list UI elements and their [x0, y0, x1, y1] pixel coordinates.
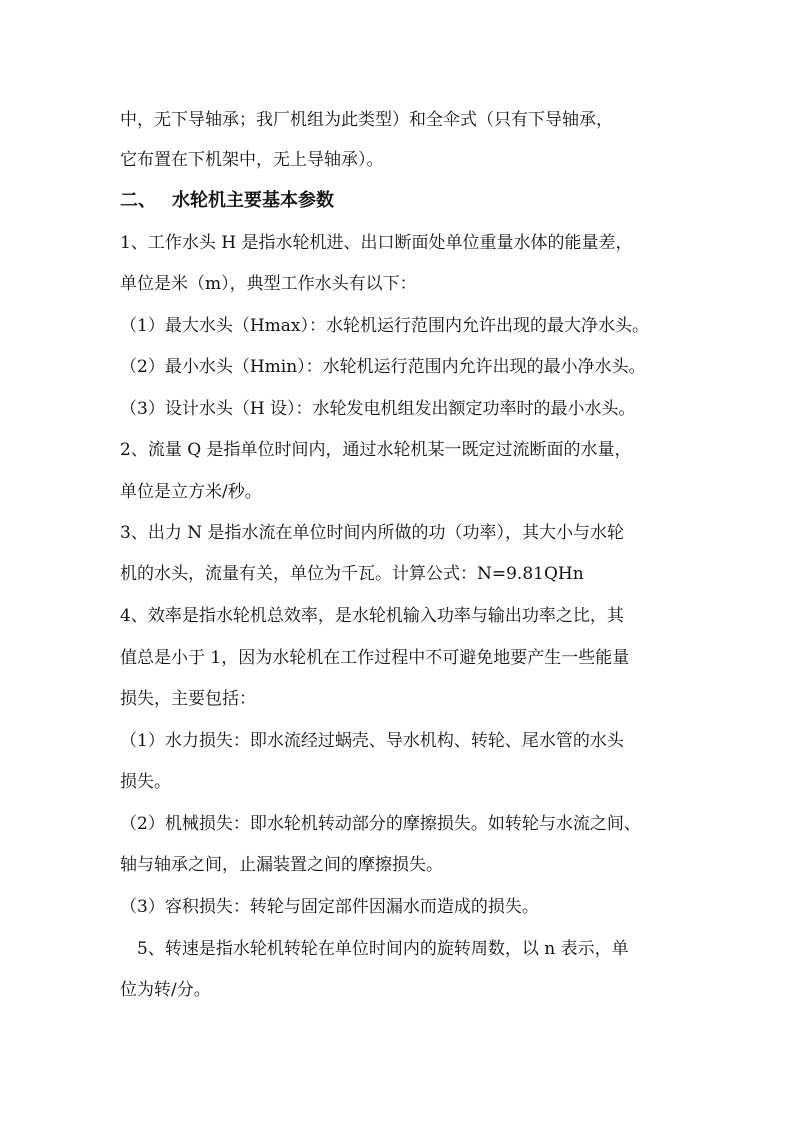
list-item: （2）最小水头（Hmin）：水轮机运行范围内允许出现的最小净水头。	[120, 357, 646, 377]
paragraph-line: 位为转/分。	[120, 980, 211, 1000]
section-heading-number: 二、	[120, 190, 156, 211]
list-item: （3）容积损失：转轮与固定部件因漏水而造成的损失。	[120, 897, 539, 917]
paragraph-line: 3、出力 N 是指水流在单位时间内所做的功（功率），其大小与水轮	[120, 523, 624, 543]
section-heading	[120, 189, 680, 213]
paragraph-line: 损失。	[120, 772, 171, 792]
paragraph-line: 4、效率是指水轮机总效率，是水轮机输入功率与输出功率之比，其	[120, 606, 624, 626]
paragraph-line: 它布置在下机架中，无上导轴承）。	[120, 150, 384, 170]
paragraph-line: 机的水头，流量有关，单位为千瓦。计算公式：N=9.81QHn	[120, 564, 584, 584]
paragraph-line: 损失，主要包括：	[120, 689, 256, 709]
list-item: （1）水力损失：即水流经过蜗壳、导水机构、转轮、尾水管的水头	[120, 731, 624, 751]
paragraph-line: 5、转速是指水轮机转轮在单位时间内的旋转周数，以 n 表示，单	[137, 939, 629, 959]
paragraph-line: 值总是小于 1，因为水轮机在工作过程中不可避免地要产生一些能量	[120, 648, 630, 668]
paragraph-line: 单位是立方米/秒。	[120, 482, 262, 502]
paragraph-line: 1、工作水头 H 是指水轮机进、出口断面处单位重量水体的能量差，	[120, 233, 633, 253]
list-item: （3）设计水头（H 设）：水轮发电机组发出额定功率时的最小水头。	[120, 399, 636, 419]
section-heading-title: 水轮机主要基本参数	[172, 190, 334, 211]
paragraph-line: 单位是米（m），典型工作水头有以下：	[120, 274, 417, 294]
list-item: （2）机械损失：即水轮机转动部分的摩擦损失。如转轮与水流之间、	[120, 814, 641, 834]
list-item: （1）最大水头（Hmax）：水轮机运行范围内允许出现的最大净水头。	[120, 316, 649, 336]
paragraph-line: 中，无下导轴承；我厂机组为此类型）和全伞式（只有下导轴承，	[120, 110, 613, 130]
paragraph-line: 轴与轴承之间，止漏装置之间的摩擦损失。	[120, 855, 443, 875]
paragraph-line: 2、流量 Q 是指单位时间内，通过水轮机某一既定过流断面的水量，	[120, 440, 632, 460]
